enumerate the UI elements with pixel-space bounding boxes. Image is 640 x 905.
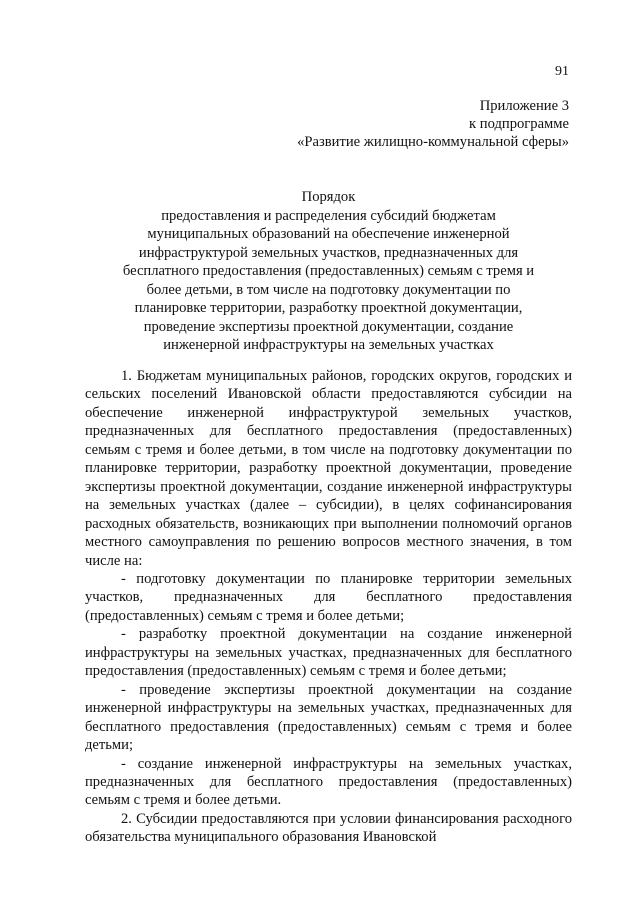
list-item-design: - разработку проектной документации на создание инженерной инфраструктуры на земельных участках, предназначенных для бесплатного предоставления (предоставленных) семьям с тремя и более детьми;	[85, 626, 572, 680]
title-line: планировке территории, разработку проектной документации,	[134, 300, 523, 316]
title-line: проведение экспертизы проектной документации, создание	[143, 318, 514, 335]
paragraph-1: 1. Бюджетам муниципальных районов, городских округов, городских и сельских поселений Ивановской области предоставляются субсидии на обеспечение инженерной инфраструктурой земельных участков, предназначенных для бесплатного предоставления (предоставленных) семьям с тремя и более детьми, в том числе на подготовку документации по планировке территории, разработку проектной документации, проведение экспертизы проектной документации, создание инженерной инфраструктуры на земельных участках (далее – субсидии), в целях софинансирования расходных обязательств, возникающих при выполнении полномочий органов местного самоуправления по решению вопросов местного значения, в том числе на:	[85, 368, 572, 569]
appendix-header	[297, 97, 569, 151]
title-line: инфраструктурой земельных участков, предназначенных для	[138, 244, 519, 261]
title-line: предоставления и распределения субсидий бюджетам	[161, 207, 496, 224]
list-item-expertise: - проведение экспертизы проектной документации на создание инженерной инфраструктуры на земельных участках, предназначенных для бесплатного предоставления (предоставленных) семьям с тремя и более детьми;	[85, 681, 572, 754]
title-heading: Порядок	[301, 189, 356, 205]
list-item-construction: - создание инженерной инфраструктуры на земельных участках, предназначенных для бесплатного предоставления (предоставленных) семьям с тремя и более детьми.	[85, 755, 572, 809]
title-line: муниципальных образований на обеспечение инженерной	[147, 226, 510, 242]
list-item-planning: - подготовку документации по планировке территории земельных участков, предназначенных для бесплатного предоставления (предоставленных) семьям с тремя и более детьми;	[85, 570, 572, 624]
appendix-line-2: к подпрограмме	[469, 116, 569, 132]
title-line: инженерной инфраструктуры на земельных участках	[163, 337, 494, 353]
paragraph-2: 2. Субсидии предоставляются при условии финансирования расходного обязательства муниципального образования Ивановской	[85, 810, 572, 846]
appendix-line-1: Приложение 3	[479, 98, 569, 114]
page-number: 91	[555, 64, 569, 79]
document-body	[85, 367, 572, 847]
document-title	[85, 188, 572, 355]
title-line: более детьми, в том числе на подготовку документации по	[146, 281, 511, 298]
appendix-line-3: «Развитие жилищно-коммунальной сферы»	[297, 134, 569, 150]
title-line: бесплатного предоставления (предоставленных) семьям с тремя и	[122, 263, 535, 279]
